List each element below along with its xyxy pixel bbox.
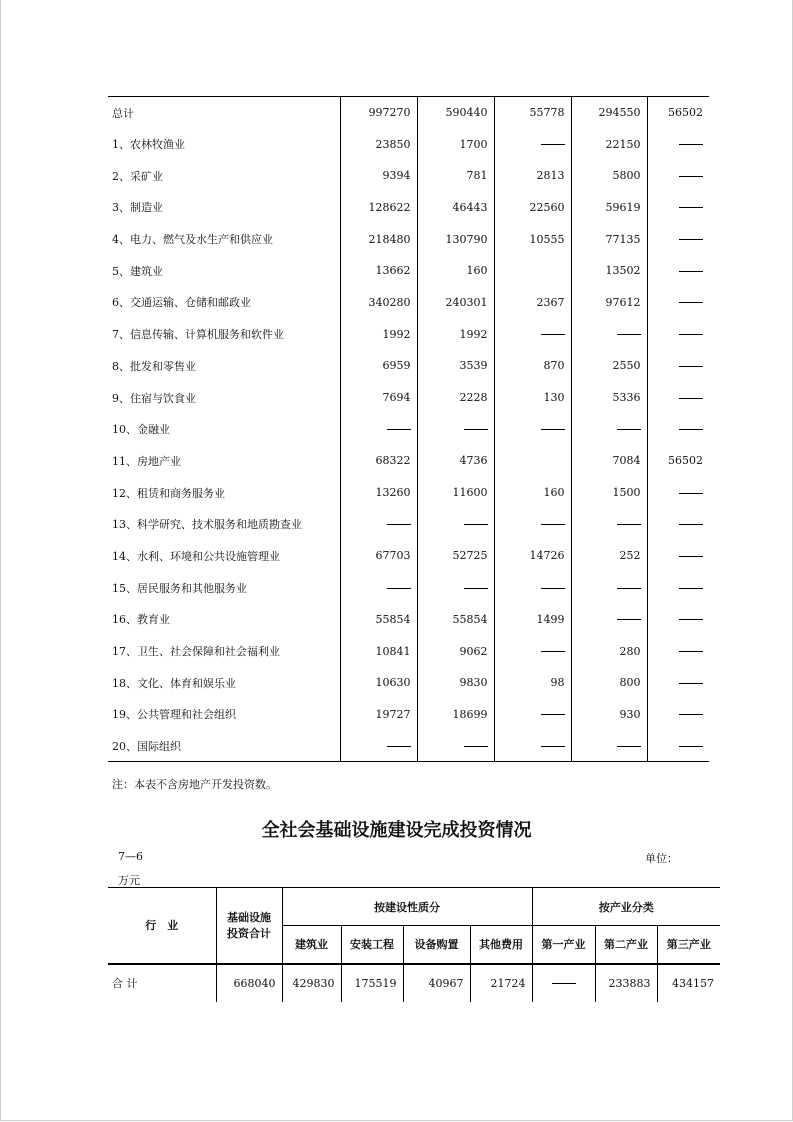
cell-value	[417, 730, 494, 762]
header-primary: 第一产业	[532, 926, 595, 964]
cell-value: 21724	[470, 964, 532, 1002]
cell-value: 340280	[340, 287, 417, 319]
cell-value: 2813	[494, 160, 571, 192]
cell-value: 2228	[417, 382, 494, 414]
table-row	[108, 223, 709, 255]
cell-value: 1992	[417, 318, 494, 350]
cell-value	[647, 382, 709, 414]
cell-value: 59619	[571, 192, 647, 224]
dash-mark	[541, 144, 565, 145]
cell-value: 1992	[340, 318, 417, 350]
dash-mark	[679, 619, 703, 620]
dash-mark	[387, 588, 411, 589]
industry-investment-table	[108, 96, 709, 762]
unit-value: 万元	[118, 874, 140, 887]
header-tertiary: 第三产业	[657, 926, 720, 964]
dash-mark	[679, 714, 703, 715]
table-row	[108, 667, 709, 699]
cell-value	[647, 192, 709, 224]
cell-value	[417, 413, 494, 445]
cell-value: 55778	[494, 97, 571, 129]
cell-value: 9062	[417, 635, 494, 667]
cell-value: 13662	[340, 255, 417, 287]
dash-mark	[387, 429, 411, 430]
cell-value: 429830	[282, 964, 341, 1002]
cell-value: 13502	[571, 255, 647, 287]
cell-value	[571, 730, 647, 762]
infrastructure-investment-table	[108, 887, 720, 1002]
cell-value: 77135	[571, 223, 647, 255]
dash-mark	[679, 207, 703, 208]
table-note: 注：本表不含房地产开发投资数。	[112, 778, 277, 791]
table-row	[108, 572, 709, 604]
cell-value: 930	[571, 699, 647, 731]
cell-value	[647, 318, 709, 350]
cell-value: 7084	[571, 445, 647, 477]
dash-mark	[617, 524, 641, 525]
cell-value: 252	[571, 540, 647, 572]
cell-value	[494, 413, 571, 445]
dash-mark	[541, 651, 565, 652]
dash-mark	[679, 302, 703, 303]
cell-value: 870	[494, 350, 571, 382]
table-row	[108, 255, 709, 287]
cell-value: 997270	[340, 97, 417, 129]
cell-value: 22150	[571, 128, 647, 160]
cell-value: 800	[571, 667, 647, 699]
cell-value: 52725	[417, 540, 494, 572]
cell-value: 55854	[417, 604, 494, 636]
cell-value	[571, 318, 647, 350]
cell-value	[532, 964, 595, 1002]
table-row	[108, 382, 709, 414]
row-label: 4、电力、燃气及水生产和供应业	[112, 233, 273, 247]
cell-value: 56502	[647, 445, 709, 477]
cell-value	[494, 508, 571, 540]
cell-value: 1499	[494, 604, 571, 636]
dash-mark	[464, 588, 488, 589]
table-row	[108, 508, 709, 540]
cell-value: 1700	[417, 128, 494, 160]
dash-mark	[464, 524, 488, 525]
table-row	[108, 350, 709, 382]
header-industry: 行 业	[108, 888, 216, 964]
header-secondary: 第二产业	[595, 926, 657, 964]
cell-value: 160	[417, 255, 494, 287]
cell-value: 590440	[417, 97, 494, 129]
cell-value	[647, 223, 709, 255]
header-construction: 建筑业	[282, 926, 341, 964]
cell-value: 175519	[341, 964, 403, 1002]
cell-value: 240301	[417, 287, 494, 319]
table-row	[108, 730, 709, 762]
cell-value: 668040	[216, 964, 282, 1002]
table-row	[108, 160, 709, 192]
cell-value: 22560	[494, 192, 571, 224]
cell-value	[647, 730, 709, 762]
row-label: 11、房地产业	[112, 454, 181, 468]
row-label: 5、建筑业	[112, 264, 163, 278]
cell-value	[647, 508, 709, 540]
cell-value: 5336	[571, 382, 647, 414]
cell-value: 6959	[340, 350, 417, 382]
row-label: 3、制造业	[112, 201, 163, 215]
dash-mark	[541, 524, 565, 525]
cell-value	[494, 572, 571, 604]
cell-value: 40967	[403, 964, 470, 1002]
row-label: 17、卫生、社会保障和社会福利业	[112, 645, 280, 659]
cell-value: 9394	[340, 160, 417, 192]
cell-value	[340, 730, 417, 762]
cell-value	[647, 350, 709, 382]
header-group-sector: 按产业分类	[532, 888, 720, 926]
cell-value: 11600	[417, 477, 494, 509]
dash-mark	[679, 683, 703, 684]
cell-value: 2550	[571, 350, 647, 382]
dash-mark	[541, 334, 565, 335]
table-row	[108, 604, 709, 636]
cell-value: 5800	[571, 160, 647, 192]
cell-value	[647, 128, 709, 160]
cell-value	[571, 508, 647, 540]
cell-value: 19727	[340, 699, 417, 731]
table-row	[108, 445, 709, 477]
cell-value	[647, 635, 709, 667]
row-label: 2、采矿业	[112, 169, 163, 183]
row-label: 14、水利、环境和公共设施管理业	[112, 549, 280, 563]
dash-mark	[679, 398, 703, 399]
cell-value	[494, 255, 571, 287]
table-row	[108, 413, 709, 445]
cell-value: 18699	[417, 699, 494, 731]
cell-value: 9830	[417, 667, 494, 699]
dash-mark	[679, 588, 703, 589]
cell-value	[494, 445, 571, 477]
row-label: 合 计	[112, 977, 138, 990]
cell-value: 160	[494, 477, 571, 509]
dash-mark	[679, 366, 703, 367]
cell-value	[571, 604, 647, 636]
table-row	[108, 128, 709, 160]
cell-value	[647, 287, 709, 319]
cell-value	[340, 572, 417, 604]
cell-value: 10555	[494, 223, 571, 255]
cell-value: 294550	[571, 97, 647, 129]
cell-value: 56502	[647, 97, 709, 129]
row-label: 13、科学研究、技术服务和地质勘查业	[112, 518, 302, 532]
dash-mark	[679, 334, 703, 335]
cell-value	[571, 572, 647, 604]
dash-mark	[679, 271, 703, 272]
row-label: 10、金融业	[112, 423, 170, 437]
row-label: 6、交通运输、仓储和邮政业	[112, 296, 251, 310]
dash-mark	[679, 746, 703, 747]
cell-value	[647, 540, 709, 572]
cell-value: 130	[494, 382, 571, 414]
row-label: 7、信息传输、计算机服务和软件业	[112, 328, 284, 342]
dash-mark	[679, 493, 703, 494]
cell-value	[647, 572, 709, 604]
dash-mark	[387, 746, 411, 747]
unit-label: 单位：	[645, 852, 678, 865]
cell-value: 233883	[595, 964, 657, 1002]
table-row	[108, 635, 709, 667]
dash-mark	[617, 619, 641, 620]
header-group-nature: 按建设性质分	[282, 888, 532, 926]
cell-value	[647, 667, 709, 699]
dash-mark	[617, 588, 641, 589]
cell-value: 7694	[340, 382, 417, 414]
row-label: 16、教育业	[112, 613, 170, 627]
cell-value	[340, 413, 417, 445]
dash-mark	[679, 524, 703, 525]
cell-value: 128622	[340, 192, 417, 224]
table-row	[108, 318, 709, 350]
row-label: 20、国际组织	[108, 730, 340, 762]
table-number: 7—6	[118, 850, 143, 863]
dash-mark	[617, 429, 641, 430]
cell-value	[417, 508, 494, 540]
table-row	[108, 699, 709, 731]
table-row	[108, 964, 720, 1002]
row-label: 15、居民服务和其他服务业	[112, 581, 247, 595]
dash-mark	[541, 714, 565, 715]
dash-mark	[387, 524, 411, 525]
table-row	[108, 97, 709, 129]
row-label: 1、农林牧渔业	[112, 138, 185, 152]
dash-mark	[679, 239, 703, 240]
dash-mark	[679, 176, 703, 177]
cell-value	[647, 699, 709, 731]
dash-mark	[617, 334, 641, 335]
dash-mark	[617, 746, 641, 747]
table-row	[108, 477, 709, 509]
cell-value: 55854	[340, 604, 417, 636]
header-installation: 安装工程	[341, 926, 403, 964]
cell-value: 1500	[571, 477, 647, 509]
cell-value	[494, 699, 571, 731]
cell-value	[417, 572, 494, 604]
cell-value: 2367	[494, 287, 571, 319]
cell-value	[647, 604, 709, 636]
cell-value: 97612	[571, 287, 647, 319]
dash-mark	[541, 588, 565, 589]
cell-value	[340, 508, 417, 540]
row-label: 19、公共管理和社会组织	[112, 708, 236, 722]
cell-value: 3539	[417, 350, 494, 382]
cell-value: 68322	[340, 445, 417, 477]
cell-value	[494, 128, 571, 160]
cell-value	[494, 635, 571, 667]
cell-value: 10630	[340, 667, 417, 699]
cell-value	[571, 413, 647, 445]
row-label: 12、租赁和商务服务业	[112, 486, 225, 500]
header-equipment: 设备购置	[403, 926, 470, 964]
dash-mark	[679, 144, 703, 145]
row-label: 18、文化、体育和娱乐业	[112, 676, 236, 690]
header-total-line1: 基础设施	[227, 911, 271, 925]
dash-mark	[464, 746, 488, 747]
cell-value	[647, 413, 709, 445]
section-title: 全社会基础设施建设完成投资情况	[261, 820, 532, 841]
cell-value: 218480	[340, 223, 417, 255]
cell-value: 67703	[340, 540, 417, 572]
row-label: 9、住宿与饮食业	[112, 391, 196, 405]
header-other-costs: 其他费用	[470, 926, 532, 964]
cell-value: 46443	[417, 192, 494, 224]
cell-value	[494, 318, 571, 350]
row-label: 总计	[108, 97, 340, 129]
cell-value: 434157	[657, 964, 720, 1002]
cell-value: 781	[417, 160, 494, 192]
cell-value: 14726	[494, 540, 571, 572]
dash-mark	[464, 429, 488, 430]
cell-value	[647, 160, 709, 192]
dash-mark	[541, 429, 565, 430]
header-total-line2: 投资合计	[227, 927, 271, 941]
table-row	[108, 287, 709, 319]
cell-value	[647, 255, 709, 287]
table-row	[108, 540, 709, 572]
cell-value: 23850	[340, 128, 417, 160]
cell-value: 130790	[417, 223, 494, 255]
dash-mark	[679, 556, 703, 557]
table-row	[108, 192, 709, 224]
dash-mark	[552, 983, 576, 984]
dash-mark	[679, 429, 703, 430]
cell-value	[494, 730, 571, 762]
dash-mark	[679, 651, 703, 652]
cell-value	[647, 477, 709, 509]
cell-value: 10841	[340, 635, 417, 667]
header-total	[216, 888, 282, 964]
row-label: 8、批发和零售业	[112, 359, 196, 373]
cell-value: 13260	[340, 477, 417, 509]
cell-value: 280	[571, 635, 647, 667]
dash-mark	[541, 746, 565, 747]
cell-value: 98	[494, 667, 571, 699]
cell-value: 4736	[417, 445, 494, 477]
